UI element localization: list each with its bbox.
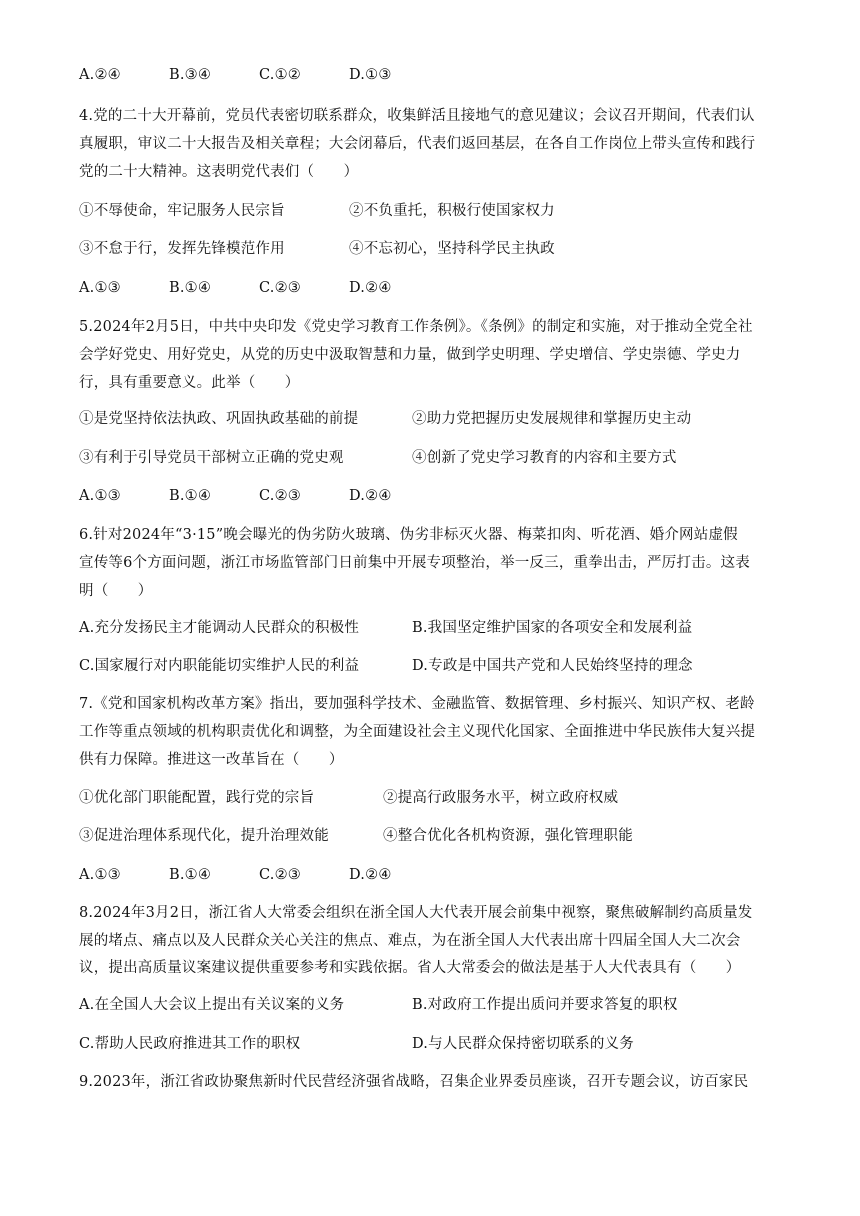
q5-option-d: D.②④: [349, 488, 392, 504]
q5-item-1: ①是党坚持依法执政、巩固执政基础的前提: [79, 411, 359, 427]
q4-item-3: ③不怠于行，发挥先锋模范作用: [79, 241, 285, 257]
q6-option-a: A.充分发扬民主才能调动人民群众的积极性: [79, 620, 360, 636]
q4-option-b: B.①④: [169, 280, 212, 296]
q7-stem-line-2: 工作等重点领域的机构职责优化和调整，为全面建设社会主义现代化国家、全面推进中华民族伟大复兴提: [79, 724, 756, 740]
q5-item-3: ③有利于引导党员干部树立正确的党史观: [79, 450, 344, 466]
q8-option-c: C.帮助人民政府推进其工作的职权: [79, 1036, 301, 1052]
q7-option-b: B.①④: [169, 867, 212, 883]
q9-stem-line-1: 9.2023年，浙江省政协聚焦新时代民营经济强省战略，召集企业界委员座谈，召开专题会议，访百家民: [79, 1074, 749, 1090]
q7-option-a: A.①③: [79, 867, 121, 883]
q4-item-4: ④不忘初心，坚持科学民主执政: [349, 241, 555, 257]
q5-option-a: A.①③: [79, 488, 121, 504]
q5-option-c: C.②③: [259, 488, 301, 504]
q5-stem-line-2: 会学好党史、用好党史，从党的历史中汲取智慧和力量，做到学史明理、学史增信、学史崇德、学史力: [79, 347, 741, 363]
q7-option-c: C.②③: [259, 867, 301, 883]
q4-option-d: D.②④: [349, 280, 392, 296]
q3-option-d: D.①③: [349, 67, 392, 83]
q4-stem-line-3: 党的二十大精神。这表明党代表们（ ）: [79, 164, 359, 180]
q7-item-1: ①优化部门职能配置，践行党的宗旨: [79, 790, 315, 806]
q7-item-4: ④整合优化各机构资源，强化管理职能: [383, 828, 633, 844]
q7-item-3: ③促进治理体系现代化，提升治理效能: [79, 828, 329, 844]
q6-option-b: B.我国坚定维护国家的各项安全和发展利益: [412, 620, 693, 636]
q7-stem-line-1: 7.《党和国家机构改革方案》指出，要加强科学技术、金融监管、数据管理、乡村振兴、知识产权、老龄: [79, 696, 755, 712]
q3-option-c: C.①②: [259, 67, 301, 83]
q7-option-d: D.②④: [349, 867, 392, 883]
q5-stem-line-3: 行，具有重要意义。此举（ ）: [79, 375, 300, 391]
q4-stem-line-1: 4.党的二十大开幕前，党员代表密切联系群众，收集鲜活且接地气的意见建议；会议召开期间，代表们认: [79, 108, 755, 124]
q8-stem-line-1: 8.2024年3月2日，浙江省人大常委会组织在浙全国人大代表开展会前集中视察，聚焦破解制约高质量发: [79, 905, 753, 921]
q4-option-c: C.②③: [259, 280, 301, 296]
q8-option-b: B.对政府工作提出质问并要求答复的职权: [412, 997, 678, 1013]
q4-option-a: A.①③: [79, 280, 121, 296]
q6-option-d: D.专政是中国共产党和人民始终坚持的理念: [412, 658, 693, 674]
q6-stem-line-2: 宣传等6个方面问题，浙江市场监管部门日前集中开展专项整治，举一反三，重拳出击，严厉打击。这表: [79, 555, 750, 571]
q5-item-2: ②助力党把握历史发展规律和掌握历史主动: [412, 411, 692, 427]
q6-option-c: C.国家履行对内职能能切实维护人民的利益: [79, 658, 360, 674]
q6-stem-line-3: 明（ ）: [79, 583, 153, 599]
q5-option-b: B.①④: [169, 488, 212, 504]
q5-stem-line-1: 5.2024年2月5日，中共中央印发《党史学习教育工作条例》。《条例》的制定和实施，对于推动全党全社: [79, 319, 753, 335]
q7-item-2: ②提高行政服务水平，树立政府权威: [383, 790, 619, 806]
q6-stem-line-1: 6.针对2024年“3·15”晚会曝光的伪劣防火玻璃、伪劣非标灭火器、梅菜扣肉、听花酒、婚介网站虚假: [79, 527, 738, 543]
q8-option-a: A.在全国人大会议上提出有关议案的义务: [79, 997, 345, 1013]
q5-item-4: ④创新了党史学习教育的内容和主要方式: [412, 450, 677, 466]
q7-stem-line-3: 供有力保障。推进这一改革旨在（ ）: [79, 752, 344, 768]
q4-item-2: ②不负重托，积极行使国家权力: [349, 203, 555, 219]
q3-option-a: A.②④: [79, 67, 121, 83]
q4-stem-line-2: 真履职，审议二十大报告及相关章程；大会闭幕后，代表们返回基层，在各自工作岗位上带头宣传和践行: [79, 136, 756, 152]
q4-item-1: ①不辱使命，牢记服务人民宗旨: [79, 203, 285, 219]
q8-stem-line-2: 展的堵点、痛点以及人民群众关心关注的焦点、难点，为在浙全国人大代表出席十四届全国人大二次会: [79, 933, 741, 949]
q3-option-b: B.③④: [169, 67, 212, 83]
q8-option-d: D.与人民群众保持密切联系的义务: [412, 1036, 634, 1052]
q8-stem-line-3: 议，提出高质量议案建议提供重要参考和实践依据。省人大常委会的做法是基于人大代表具有（ ）: [79, 960, 741, 976]
